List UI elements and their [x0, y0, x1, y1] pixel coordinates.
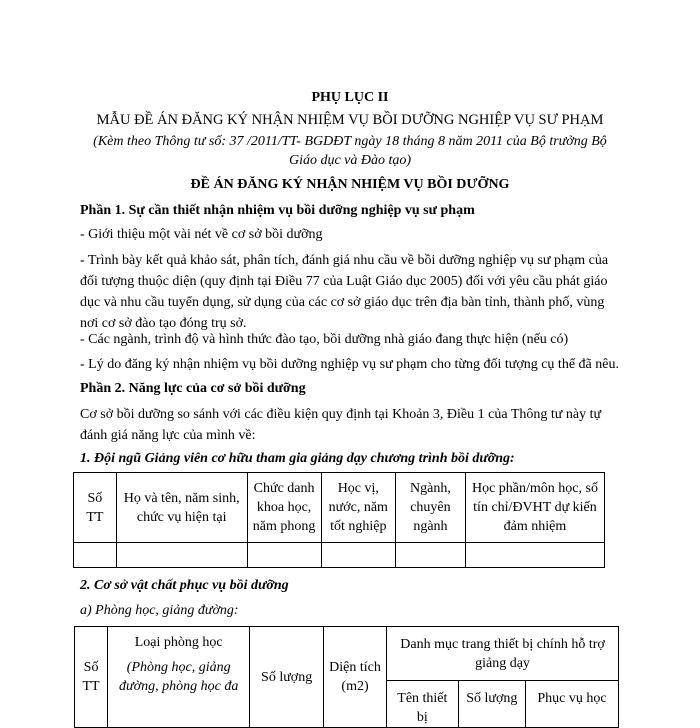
document-title: ĐỀ ÁN ĐĂNG KÝ NHẬN NHIỆM VỤ BỒI DƯỠNG	[190, 177, 510, 192]
subheader-cell-device-quantity: Số lượng	[458, 681, 525, 728]
subheader-cell-device-name: Tên thiết bị	[387, 681, 459, 728]
table-cell[interactable]	[74, 543, 117, 568]
part1-heading: Phần 1. Sự cần thiết nhận nhiệm vụ bồi dưỡng nghiệp vụ sư phạm	[80, 203, 475, 218]
header-cell-room-type	[108, 627, 250, 728]
header-cell-index: Số TT	[74, 473, 117, 543]
header-cell-area: Diện tích (m2)	[324, 627, 387, 728]
part1-bullet-4: - Lý do đăng ký nhận nhiệm vụ bồi dưỡng nghiệp vụ sư phạm cho từng đối tượng cụ thể đã nêu.	[80, 357, 619, 372]
header-cell-quantity: Số lượng	[250, 627, 324, 728]
part1-bullet-1: - Giới thiệu một vài nét về cơ sở bồi dưỡng	[80, 227, 323, 242]
header-cell-major: Ngành, chuyên ngành	[395, 473, 465, 543]
classroom-table-header	[75, 627, 619, 681]
form-title: MẪU ĐỀ ÁN ĐĂNG KÝ NHẬN NHIỆM VỤ BỒI DƯỠNG NGHIỆP VỤ SƯ PHẠM	[96, 112, 604, 128]
header-cell-equipment: Danh mục trang thiết bị chính hỗ trợ giảng dạy	[387, 627, 619, 681]
subtitle: (Kèm theo Thông tư số: 37 /2011/TT- BGDĐT ngày 18 tháng 8 năm 2011 của Bộ trưởng Bộ Giáo dục và Đào tạo)	[93, 134, 607, 168]
faculty-table-row	[74, 543, 605, 568]
section2-heading: 2. Cơ sở vật chất phục vụ bồi dưỡng	[80, 578, 289, 593]
table-cell[interactable]	[116, 543, 247, 568]
room-type-label: Loại phòng học	[134, 635, 223, 650]
faculty-table-header	[74, 473, 605, 543]
table-cell[interactable]	[247, 543, 321, 568]
table-cell[interactable]	[465, 543, 604, 568]
room-type-note: (Phòng học, giảng đường, phòng học đa	[119, 660, 239, 694]
part2-heading: Phần 2. Năng lực của cơ sở bồi dưỡng	[80, 381, 306, 396]
header-cell-name: Họ và tên, năm sinh, chức vụ hiện tại	[116, 473, 247, 543]
classroom-table	[74, 626, 619, 728]
header-cell-index: Số TT	[75, 627, 108, 728]
table-cell[interactable]	[395, 543, 465, 568]
part2-intro: Cơ sở bồi dưỡng so sánh với các điều kiện quy định tại Khoản 3, Điều 1 của Thông tư này tự đánh giá năng lực của mình về:	[80, 407, 602, 443]
section1-heading: 1. Đội ngũ Giảng viên cơ hữu tham gia giảng dạy chương trình bồi dưỡng:	[80, 451, 515, 466]
faculty-table	[73, 472, 605, 568]
table-cell[interactable]	[321, 543, 395, 568]
part1-bullet-3: - Các ngành, trình độ và hình thức đào tạo, bồi dưỡng nhà giáo đang thực hiện (nếu có)	[80, 332, 569, 347]
subheader-cell-device-purpose: Phục vụ học	[525, 681, 618, 728]
header-cell-degree: Học vị, nước, năm tốt nghiệp	[321, 473, 395, 543]
part1-bullet-2: - Trình bày kết quả khảo sát, phân tích, đánh giá nhu cầu về bồi dưỡng nghiệp vụ sư phạm của đối tượng thuộc diện (quy định tại Điều 77 của Luật Giáo dục 2005) đối với yêu cầu phát giáo dục và nhu cầu tuyển dụng, sử dụng của các cơ sở giáo dục trên địa bàn tỉnh, thành phố, vùng nơi cơ sở đào tạo đóng trụ sở.	[80, 253, 609, 331]
header-cell-title: Chức danh khoa học, năm phong	[247, 473, 321, 543]
appendix-title: PHỤ LỤC II	[311, 90, 389, 105]
header-cell-course: Học phần/môn học, số tín chỉ/ĐVHT dự kiến đảm nhiệm	[465, 473, 604, 543]
section2a-heading: a) Phòng học, giảng đường:	[80, 603, 239, 618]
